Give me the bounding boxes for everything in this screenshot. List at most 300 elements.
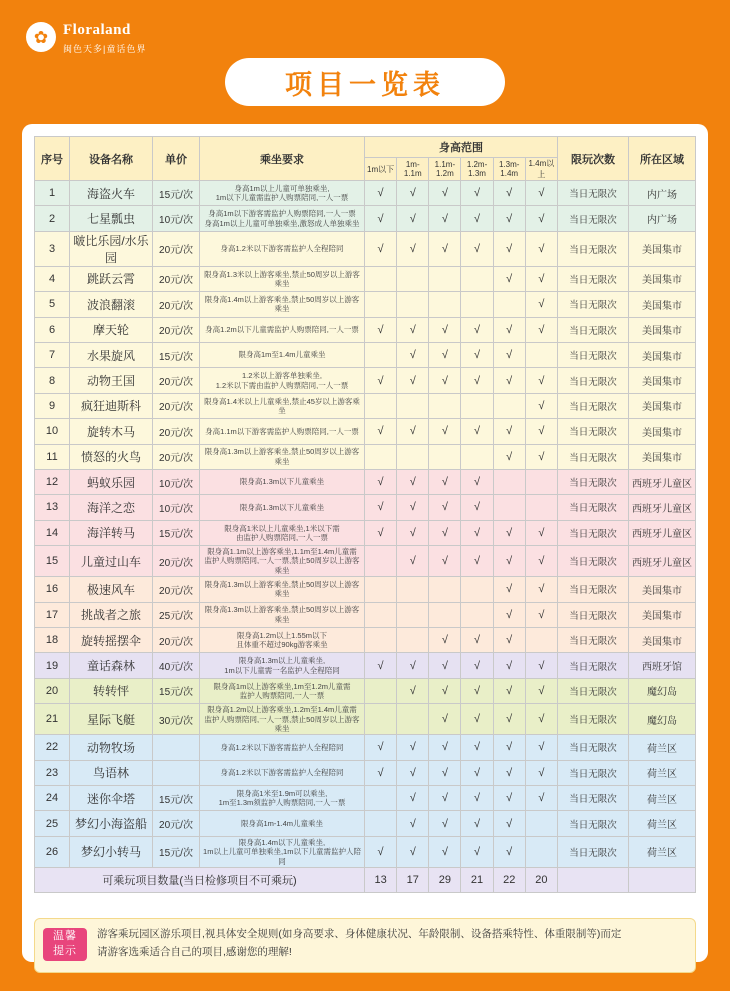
- table-row: [35, 342, 696, 367]
- table-row: [35, 836, 696, 867]
- row-price: 20元/次: [153, 811, 200, 836]
- row-check-5: [525, 836, 557, 867]
- row-check-1: √: [397, 231, 429, 266]
- row-name: 动物王国: [70, 368, 153, 393]
- row-check-5: √: [525, 704, 557, 735]
- th-height-4: 1.3m-1.4m: [493, 158, 525, 181]
- row-area: 美国集市: [629, 627, 696, 652]
- row-check-5: √: [525, 786, 557, 811]
- row-limit: 当日无限次: [558, 836, 629, 867]
- row-check-1: √: [397, 469, 429, 494]
- row-check-3: √: [461, 469, 493, 494]
- row-check-4: √: [493, 368, 525, 393]
- table-row: [35, 469, 696, 494]
- th-index: 序号: [35, 137, 70, 181]
- row-check-4: √: [493, 602, 525, 627]
- row-limit: 当日无限次: [558, 393, 629, 418]
- notice-tag: [43, 928, 87, 961]
- row-requirement: 限身高1.3m以上儿童乘坐, 1m以下儿童需一名监护人全程陪同: [200, 653, 365, 678]
- row-check-5: [525, 627, 557, 652]
- row-requirement: 身高1.1m以下游客需监护人购票陪同,一人一票: [200, 419, 365, 444]
- row-check-2: √: [429, 735, 461, 760]
- row-index: 6: [35, 317, 70, 342]
- notice-box: [34, 918, 696, 974]
- row-area: 荷兰区: [629, 735, 696, 760]
- footer-label: 可乘玩项目数量(当日检修项目不可乘玩): [35, 867, 365, 892]
- row-limit: 当日无限次: [558, 627, 629, 652]
- row-check-0: √: [365, 419, 397, 444]
- row-check-4: [493, 393, 525, 418]
- row-check-5: √: [525, 653, 557, 678]
- row-check-4: √: [493, 811, 525, 836]
- row-check-0: [365, 704, 397, 735]
- footer-blank-limit: [558, 867, 629, 892]
- row-check-1: √: [397, 786, 429, 811]
- row-limit: 当日无限次: [558, 206, 629, 231]
- page-title: [225, 58, 505, 106]
- row-check-2: √: [429, 206, 461, 231]
- row-name: 鸟语林: [70, 760, 153, 785]
- table-row: [35, 786, 696, 811]
- row-area: 美国集市: [629, 292, 696, 317]
- row-check-5: √: [525, 266, 557, 291]
- row-check-2: √: [429, 368, 461, 393]
- row-index: 25: [35, 811, 70, 836]
- row-index: 12: [35, 469, 70, 494]
- row-check-3: [461, 444, 493, 469]
- th-height-1: 1m-1.1m: [397, 158, 429, 181]
- row-check-3: √: [461, 495, 493, 520]
- row-area: 美国集市: [629, 342, 696, 367]
- row-limit: 当日无限次: [558, 368, 629, 393]
- row-check-1: √: [397, 836, 429, 867]
- row-check-1: [397, 292, 429, 317]
- row-check-4: √: [493, 653, 525, 678]
- row-check-0: √: [365, 836, 397, 867]
- row-check-3: √: [461, 342, 493, 367]
- row-area: 西班牙儿童区: [629, 469, 696, 494]
- row-area: 荷兰区: [629, 760, 696, 785]
- row-name: 跳跃云霄: [70, 266, 153, 291]
- row-check-0: √: [365, 368, 397, 393]
- row-check-0: [365, 292, 397, 317]
- row-check-0: √: [365, 181, 397, 206]
- row-check-0: [365, 266, 397, 291]
- table-row: [35, 181, 696, 206]
- table-row: [35, 546, 696, 577]
- row-limit: 当日无限次: [558, 419, 629, 444]
- row-name: 极速风车: [70, 577, 153, 602]
- table-row: [35, 444, 696, 469]
- footer-count-2: 29: [429, 867, 461, 892]
- row-price: 25元/次: [153, 602, 200, 627]
- row-limit: 当日无限次: [558, 469, 629, 494]
- row-area: 内广场: [629, 206, 696, 231]
- row-check-1: √: [397, 368, 429, 393]
- row-check-2: [429, 266, 461, 291]
- row-check-1: √: [397, 419, 429, 444]
- row-check-0: [365, 627, 397, 652]
- th-requirement: 乘坐要求: [200, 137, 365, 181]
- th-limit: 限玩次数: [558, 137, 629, 181]
- row-limit: 当日无限次: [558, 520, 629, 545]
- row-requirement: 身高1.2米以下游客需监护人全程陪同: [200, 231, 365, 266]
- row-check-5: √: [525, 231, 557, 266]
- row-index: 2: [35, 206, 70, 231]
- row-check-5: √: [525, 520, 557, 545]
- th-height-5: 1.4m以上: [525, 158, 557, 181]
- row-price: 20元/次: [153, 231, 200, 266]
- row-name: 挑战者之旅: [70, 602, 153, 627]
- row-limit: 当日无限次: [558, 181, 629, 206]
- row-requirement: 限身高1m以上游客乘坐,1m至1.2m儿童需 监护人购票陪同,一人一票: [200, 678, 365, 703]
- row-area: 魔幻岛: [629, 704, 696, 735]
- row-name: 摩天轮: [70, 317, 153, 342]
- row-check-3: √: [461, 786, 493, 811]
- table-row: [35, 811, 696, 836]
- row-check-2: √: [429, 419, 461, 444]
- row-check-4: √: [493, 317, 525, 342]
- row-check-4: √: [493, 181, 525, 206]
- table-row: [35, 419, 696, 444]
- row-check-5: √: [525, 577, 557, 602]
- footer-count-1: 17: [397, 867, 429, 892]
- footer-count-3: 21: [461, 867, 493, 892]
- row-index: 26: [35, 836, 70, 867]
- row-check-1: √: [397, 342, 429, 367]
- brand-name-en: Floraland: [63, 22, 131, 38]
- row-check-2: √: [429, 678, 461, 703]
- row-check-3: [461, 292, 493, 317]
- table-row: [35, 368, 696, 393]
- row-check-4: √: [493, 735, 525, 760]
- row-check-3: √: [461, 704, 493, 735]
- row-requirement: 限身高1m-1.4m儿童乘坐: [200, 811, 365, 836]
- row-limit: 当日无限次: [558, 760, 629, 785]
- row-check-0: [365, 342, 397, 367]
- row-name: 迷你伞塔: [70, 786, 153, 811]
- row-area: 美国集市: [629, 602, 696, 627]
- table-body: [35, 181, 696, 868]
- row-limit: 当日无限次: [558, 577, 629, 602]
- row-price: 15元/次: [153, 520, 200, 545]
- row-requirement: 身高1.2米以下游客需监护人全程陪同: [200, 760, 365, 785]
- brand-logo: [26, 22, 146, 55]
- table-row: [35, 577, 696, 602]
- row-requirement: 限身高1.3米以上游客乘坐,禁止50周岁以上游客乘坐: [200, 266, 365, 291]
- row-name: 七星瓢虫: [70, 206, 153, 231]
- row-check-0: [365, 678, 397, 703]
- row-name: 海洋转马: [70, 520, 153, 545]
- row-check-5: √: [525, 181, 557, 206]
- row-check-0: √: [365, 317, 397, 342]
- row-check-0: √: [365, 231, 397, 266]
- row-check-1: √: [397, 546, 429, 577]
- row-requirement: 限身高1.2m以上游客乘坐,1.2m至1.4m儿童需 监护人购票陪同,一人一票,禁止50周岁以上游客乘坐: [200, 704, 365, 735]
- row-requirement: 限身高1米至1.9m可以乘坐, 1m至1.3m须监护人购票陪同,一人一票: [200, 786, 365, 811]
- row-area: 美国集市: [629, 393, 696, 418]
- row-index: 17: [35, 602, 70, 627]
- row-check-2: √: [429, 704, 461, 735]
- row-index: 10: [35, 419, 70, 444]
- row-price: 20元/次: [153, 419, 200, 444]
- row-check-4: [493, 292, 525, 317]
- row-limit: 当日无限次: [558, 444, 629, 469]
- row-check-3: √: [461, 811, 493, 836]
- table-row: [35, 206, 696, 231]
- row-check-0: [365, 811, 397, 836]
- row-requirement: 身高1.2m以下儿童需监护人购票陪同,一人一票: [200, 317, 365, 342]
- table-row: [35, 760, 696, 785]
- row-name: 波浪翻滚: [70, 292, 153, 317]
- row-check-1: [397, 704, 429, 735]
- row-check-5: [525, 495, 557, 520]
- row-check-1: [397, 627, 429, 652]
- row-check-5: √: [525, 444, 557, 469]
- row-area: 荷兰区: [629, 786, 696, 811]
- row-check-2: √: [429, 786, 461, 811]
- row-check-5: [525, 469, 557, 494]
- row-check-4: √: [493, 231, 525, 266]
- table-row: [35, 653, 696, 678]
- row-name: 海盗火车: [70, 181, 153, 206]
- row-requirement: 限身高1.4m以下儿童乘坐, 1m以上儿童可单独乘坐,1m以下儿童需监护人陪同: [200, 836, 365, 867]
- table-row: [35, 266, 696, 291]
- notice-tag-line2: 提示: [53, 944, 77, 957]
- row-check-4: √: [493, 444, 525, 469]
- row-name: 旋转摇摆伞: [70, 627, 153, 652]
- row-check-4: √: [493, 786, 525, 811]
- row-check-2: [429, 444, 461, 469]
- row-check-5: [525, 811, 557, 836]
- th-height-3: 1.2m-1.3m: [461, 158, 493, 181]
- row-check-4: √: [493, 577, 525, 602]
- row-requirement: 限身高1.4米以上儿童乘坐,禁止45岁以上游客乘坐: [200, 393, 365, 418]
- row-check-4: [493, 495, 525, 520]
- table-card: [22, 124, 708, 962]
- row-price: 20元/次: [153, 627, 200, 652]
- row-area: 荷兰区: [629, 811, 696, 836]
- row-check-0: √: [365, 735, 397, 760]
- notice-line-2: 请游客选乘适合自己的项目,感谢您的理解!: [97, 946, 292, 959]
- row-index: 11: [35, 444, 70, 469]
- row-check-4: √: [493, 704, 525, 735]
- table-row: [35, 520, 696, 545]
- table-row: [35, 495, 696, 520]
- row-limit: 当日无限次: [558, 678, 629, 703]
- row-check-0: [365, 602, 397, 627]
- row-check-0: [365, 546, 397, 577]
- footer-count-0: 13: [365, 867, 397, 892]
- row-check-3: [461, 577, 493, 602]
- row-check-2: √: [429, 495, 461, 520]
- row-index: 19: [35, 653, 70, 678]
- row-price: 20元/次: [153, 546, 200, 577]
- row-requirement: 限身高1米以上儿童乘坐,1米以下需 由监护人购票陪同,一人一票: [200, 520, 365, 545]
- row-check-3: [461, 266, 493, 291]
- row-area: 内广场: [629, 181, 696, 206]
- row-area: 美国集市: [629, 577, 696, 602]
- attractions-table: [34, 136, 696, 893]
- row-name: 愤怒的火鸟: [70, 444, 153, 469]
- row-check-4: √: [493, 419, 525, 444]
- flower-icon: ✿: [26, 22, 56, 52]
- footer-count-5: 20: [525, 867, 557, 892]
- row-check-5: √: [525, 678, 557, 703]
- row-name: 海洋之恋: [70, 495, 153, 520]
- row-name: 蚂蚁乐园: [70, 469, 153, 494]
- row-limit: 当日无限次: [558, 342, 629, 367]
- row-price: 15元/次: [153, 836, 200, 867]
- row-check-2: √: [429, 469, 461, 494]
- row-check-4: [493, 469, 525, 494]
- row-index: 9: [35, 393, 70, 418]
- row-check-3: [461, 393, 493, 418]
- row-check-3: √: [461, 206, 493, 231]
- row-area: 美国集市: [629, 419, 696, 444]
- row-area: 魔幻岛: [629, 678, 696, 703]
- row-price: 10元/次: [153, 206, 200, 231]
- row-price: 15元/次: [153, 678, 200, 703]
- row-check-1: [397, 444, 429, 469]
- row-check-2: [429, 602, 461, 627]
- notice-tag-line1: 温馨: [53, 929, 77, 942]
- row-check-5: √: [525, 546, 557, 577]
- row-price: 30元/次: [153, 704, 200, 735]
- row-check-0: √: [365, 495, 397, 520]
- row-check-2: √: [429, 231, 461, 266]
- notice-line-1: 游客乘玩园区游乐项目,视具体安全规则(如身高要求、身体健康状况、年龄限制、设备搭乘特性、体重限制等)而定: [97, 927, 622, 940]
- row-price: 20元/次: [153, 393, 200, 418]
- row-price: 20元/次: [153, 266, 200, 291]
- table-row: [35, 678, 696, 703]
- row-name: 啵比乐园/水乐园: [70, 231, 153, 266]
- row-check-2: √: [429, 836, 461, 867]
- row-check-5: √: [525, 760, 557, 785]
- row-check-5: √: [525, 419, 557, 444]
- row-check-2: √: [429, 181, 461, 206]
- table-row: [35, 292, 696, 317]
- row-index: 7: [35, 342, 70, 367]
- row-check-2: √: [429, 653, 461, 678]
- row-requirement: 限身高1.3m以下儿童乘坐: [200, 469, 365, 494]
- row-check-4: √: [493, 266, 525, 291]
- row-check-2: [429, 393, 461, 418]
- row-requirement: 身高1.2米以下游客需监护人全程陪同: [200, 735, 365, 760]
- row-check-3: √: [461, 546, 493, 577]
- row-requirement: 限身高1m至1.4m儿童乘坐: [200, 342, 365, 367]
- row-check-5: √: [525, 292, 557, 317]
- th-height-group: 身高范围: [365, 137, 558, 158]
- th-price: 单价: [153, 137, 200, 181]
- row-requirement: 限身高1.3m以下儿童乘坐: [200, 495, 365, 520]
- row-check-0: √: [365, 760, 397, 785]
- row-check-1: √: [397, 206, 429, 231]
- row-name: 梦幻小海盗船: [70, 811, 153, 836]
- row-check-3: √: [461, 317, 493, 342]
- row-check-1: √: [397, 760, 429, 785]
- row-check-4: √: [493, 520, 525, 545]
- brand-name-cn: 闽色天多|童话色界: [63, 44, 147, 54]
- footer-blank-area: [629, 867, 696, 892]
- row-check-3: √: [461, 653, 493, 678]
- row-check-4: √: [493, 342, 525, 367]
- row-name: 星际飞艇: [70, 704, 153, 735]
- row-area: 美国集市: [629, 317, 696, 342]
- row-area: 西班牙儿童区: [629, 546, 696, 577]
- row-check-2: √: [429, 760, 461, 785]
- row-limit: 当日无限次: [558, 292, 629, 317]
- th-height-0: 1m以下: [365, 158, 397, 181]
- row-price: 20元/次: [153, 577, 200, 602]
- row-limit: 当日无限次: [558, 786, 629, 811]
- table-row: [35, 602, 696, 627]
- row-check-3: [461, 602, 493, 627]
- row-price: 40元/次: [153, 653, 200, 678]
- row-check-1: √: [397, 811, 429, 836]
- row-check-0: √: [365, 469, 397, 494]
- row-check-4: √: [493, 206, 525, 231]
- row-price: 15元/次: [153, 342, 200, 367]
- table-row: [35, 393, 696, 418]
- row-check-2: √: [429, 317, 461, 342]
- row-check-3: √: [461, 760, 493, 785]
- footer-row: [35, 867, 696, 892]
- row-name: 疯狂迪斯科: [70, 393, 153, 418]
- row-check-3: √: [461, 419, 493, 444]
- row-check-1: √: [397, 181, 429, 206]
- row-index: 24: [35, 786, 70, 811]
- row-check-4: √: [493, 546, 525, 577]
- row-index: 15: [35, 546, 70, 577]
- row-area: 西班牙馆: [629, 653, 696, 678]
- row-check-0: √: [365, 206, 397, 231]
- row-index: 21: [35, 704, 70, 735]
- row-index: 1: [35, 181, 70, 206]
- row-limit: 当日无限次: [558, 735, 629, 760]
- row-check-3: √: [461, 735, 493, 760]
- row-check-2: √: [429, 627, 461, 652]
- row-check-2: √: [429, 811, 461, 836]
- row-check-2: √: [429, 546, 461, 577]
- footer-count-4: 22: [493, 867, 525, 892]
- row-check-5: √: [525, 368, 557, 393]
- table-row: [35, 704, 696, 735]
- row-index: 18: [35, 627, 70, 652]
- row-index: 14: [35, 520, 70, 545]
- row-name: 童话森林: [70, 653, 153, 678]
- row-price: 10元/次: [153, 469, 200, 494]
- row-check-1: √: [397, 735, 429, 760]
- row-requirement: 身高1m以下游客需监护人购票陪同,一人一票 身高1m以上儿童可单独乘坐,激怒成人单独乘坐: [200, 206, 365, 231]
- row-check-0: [365, 786, 397, 811]
- row-check-3: √: [461, 836, 493, 867]
- row-check-0: √: [365, 653, 397, 678]
- row-area: 西班牙儿童区: [629, 495, 696, 520]
- row-name: 儿童过山车: [70, 546, 153, 577]
- row-requirement: 限身高1.3m以上游客乘坐,禁止50周岁以上游客乘坐: [200, 444, 365, 469]
- row-check-3: √: [461, 231, 493, 266]
- row-limit: 当日无限次: [558, 266, 629, 291]
- row-check-2: [429, 292, 461, 317]
- table-foot: [35, 867, 696, 892]
- row-limit: 当日无限次: [558, 811, 629, 836]
- row-requirement: 身高1m以上儿童可单独乘坐, 1m以下儿童需监护人购票陪同,一人一票: [200, 181, 365, 206]
- row-check-1: √: [397, 495, 429, 520]
- row-area: 西班牙儿童区: [629, 520, 696, 545]
- row-area: 美国集市: [629, 444, 696, 469]
- row-name: 动物牧场: [70, 735, 153, 760]
